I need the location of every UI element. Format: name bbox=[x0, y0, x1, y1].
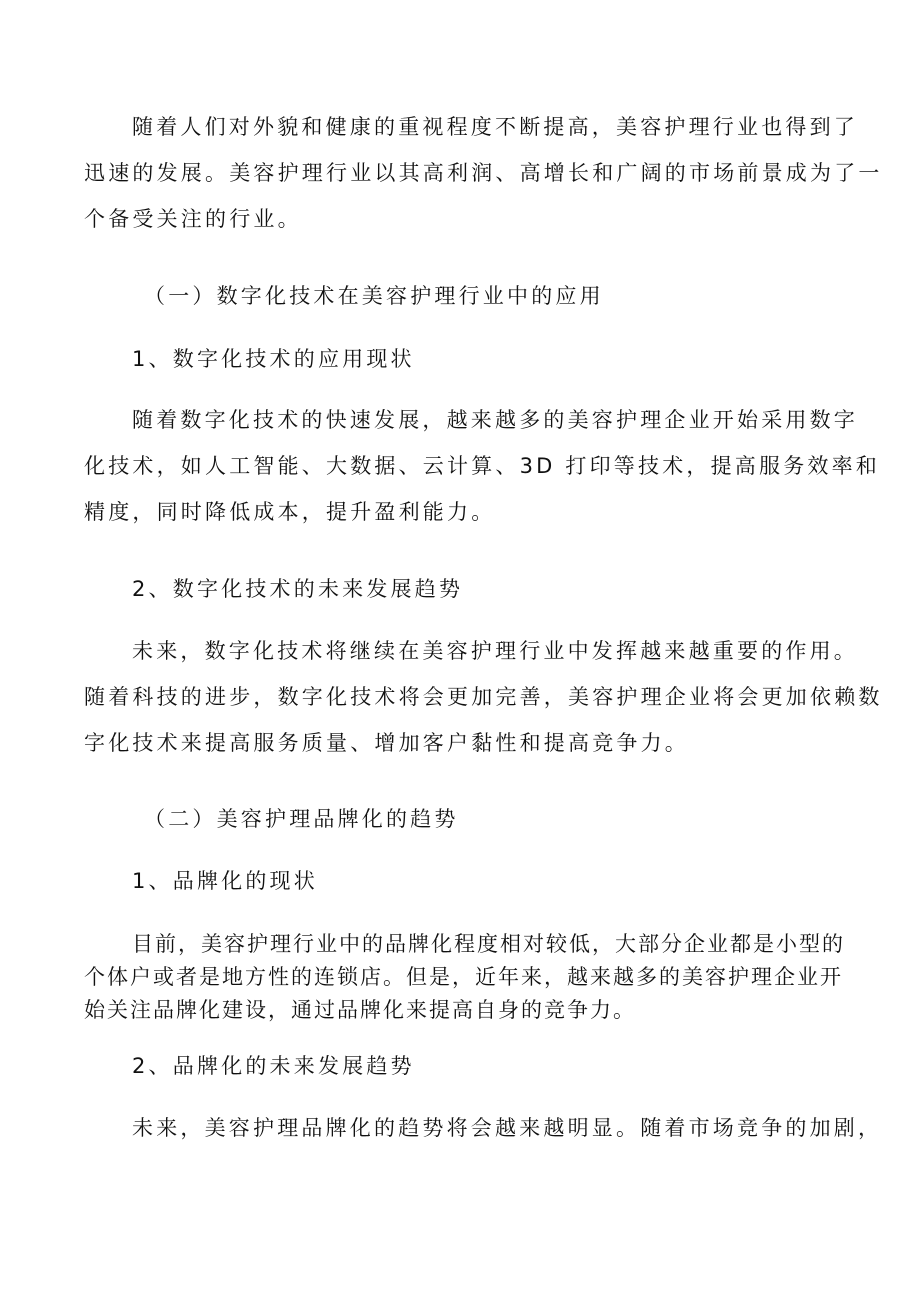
subsection-heading-text: 1、数字化技术的应用现状 bbox=[132, 347, 415, 371]
paragraph-line: 字化技术来提高服务质量、增加客户黏性和提高竞争力。 bbox=[84, 731, 689, 755]
paragraph-line: 未来，美容护理品牌化的趋势将会越来越明显。随着市场竞争的加剧， bbox=[132, 1116, 883, 1140]
subsection-heading-1-2 bbox=[84, 566, 839, 612]
paragraph-1-2 bbox=[84, 628, 883, 766]
paragraph-2-2 bbox=[84, 1105, 883, 1151]
paragraph-1-1 bbox=[84, 397, 881, 535]
intro-paragraph bbox=[84, 104, 883, 242]
paragraph-line: 化技术，如人工智能、大数据、云计算、3D 打印等技术，提高服务效率和 bbox=[84, 454, 881, 478]
section-heading-text: （一）数字化技术在美容护理行业中的应用 bbox=[144, 284, 604, 308]
subsection-heading-2-1 bbox=[84, 858, 839, 904]
subsection-heading-1-1 bbox=[84, 336, 839, 382]
subsection-heading-text: 2、数字化技术的未来发展趋势 bbox=[132, 577, 464, 601]
section-heading-text: （二）美容护理品牌化的趋势 bbox=[144, 807, 459, 831]
subsection-heading-2-2 bbox=[84, 1043, 839, 1089]
paragraph-line: 随着科技的进步，数字化技术将会更加完善，美容护理企业将会更加依赖数 bbox=[84, 685, 883, 709]
paragraph-line: 随着人们对外貌和健康的重视程度不断提高，美容护理行业也得到了 bbox=[132, 115, 858, 139]
section-heading-2 bbox=[84, 796, 839, 842]
paragraph-line: 始关注品牌化建设，通过品牌化来提高自身的竞争力。 bbox=[84, 998, 636, 1022]
paragraph-line: 个体户或者是地方性的连锁店。但是，近年来，越来越多的美容护理企业开 bbox=[84, 965, 843, 989]
section-heading-1 bbox=[84, 273, 839, 319]
paragraph-2-1 bbox=[84, 928, 845, 1027]
paragraph-line: 随着数字化技术的快速发展，越来越多的美容护理企业开始采用数字 bbox=[132, 408, 858, 432]
paragraph-line: 个备受关注的行业。 bbox=[84, 207, 302, 231]
subsection-heading-text: 1、品牌化的现状 bbox=[132, 869, 318, 893]
paragraph-line: 未来，数字化技术将继续在美容护理行业中发挥越来越重要的作用。 bbox=[132, 639, 858, 663]
paragraph-line: 迅速的发展。美容护理行业以其高利润、高增长和广阔的市场前景成为了一 bbox=[84, 161, 883, 185]
subsection-heading-text: 2、品牌化的未来发展趋势 bbox=[132, 1054, 415, 1078]
paragraph-line: 目前，美容护理行业中的品牌化程度相对较低，大部分企业都是小型的 bbox=[132, 932, 845, 956]
paragraph-line: 精度，同时降低成本，提升盈利能力。 bbox=[84, 500, 496, 524]
